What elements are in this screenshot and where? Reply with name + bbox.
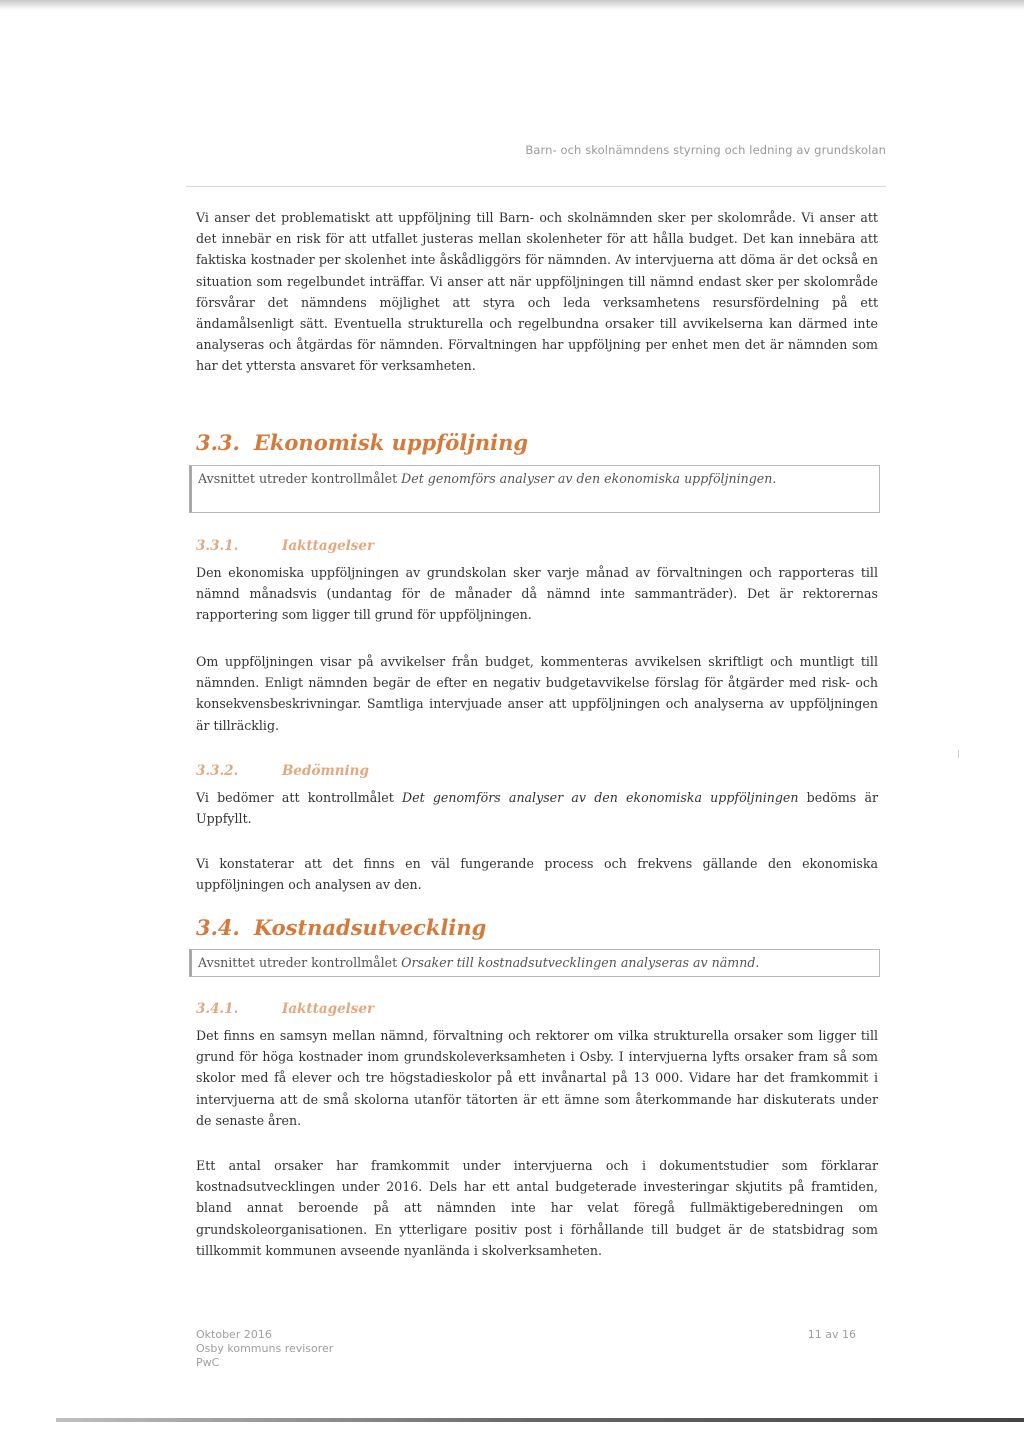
section-heading-3-3 xyxy=(196,430,528,455)
paragraph: Det finns en samsyn mellan nämnd, förvaltning och rektorer om vilka strukturella orsaker som ligger till grund för höga kostnader inom grundskoleverksamheten i Osby. I intervjuerna lyfts orsaker fram så som skolor med få elever och tre högstadieskolor på ett invånartal på 13 000. Vidare har det framkommit i intervjuerna att de små skolorna utanför tätorten är ett ämne som återkommande har diskuterats under de senaste åren. xyxy=(196,1028,878,1128)
subsection-heading-3-3-2 xyxy=(196,763,369,779)
box-objective: Orsaker till kostnadsutvecklingen analyseras av nämnd. xyxy=(401,955,760,970)
assessment-objective: Det genomförs analyser av den ekonomiska uppföljningen xyxy=(402,790,799,805)
paragraph: Den ekonomiska uppföljningen av grundskolan sker varje månad av förvaltningen och rapporteras till nämnd månadsvis (undantag för de månader då nämnd inte sammanträder). Det är rektorernas rapportering som ligger till grund för uppföljningen. xyxy=(196,565,878,623)
header-rule xyxy=(186,186,886,187)
subsection-title: Iakttagelser xyxy=(282,1001,375,1017)
subsection-heading-3-3-1 xyxy=(196,538,374,554)
assessment-result: bedöms är Uppfyllt. xyxy=(196,790,878,827)
page-number: 11 av 16 xyxy=(807,1328,856,1341)
footer-firm: PwC xyxy=(196,1356,220,1369)
subsection-number: 3.3.2. xyxy=(196,763,239,779)
box-prefix: Avsnittet utreder kontrollmålet xyxy=(198,471,402,486)
footer-date: Oktober 2016 xyxy=(196,1328,272,1341)
box-objective: Det genomförs analyser av den ekonomiska uppföljningen. xyxy=(401,471,777,486)
subsection-number: 3.4.1. xyxy=(196,1001,239,1017)
subsection-title: Iakttagelser xyxy=(282,538,375,554)
footer-org: Osby kommuns revisorer xyxy=(196,1342,334,1355)
scan-mark xyxy=(958,750,959,758)
document-page xyxy=(186,0,886,1447)
assessment-prefix: Vi bedömer att kontrollmålet xyxy=(196,790,403,805)
subsection-title: Bedömning xyxy=(282,763,369,779)
paragraph: Om uppföljningen visar på avvikelser från budget, kommenteras avvikelsen skriftligt och muntligt till nämnden. Enligt nämnden begär de efter en negativ budgetavvikelse förslag för åtgärder med risk- och konsekvensbeskrivningar. Samtliga intervjuade anser att uppföljningen och analyserna av uppföljningen är tillräcklig. xyxy=(196,654,878,733)
section-number: 3.4. xyxy=(196,915,240,940)
section-heading-3-4 xyxy=(196,915,486,940)
subsection-heading-3-4-1 xyxy=(196,1001,374,1017)
bottom-rule xyxy=(56,1418,1024,1422)
box-prefix: Avsnittet utreder kontrollmålet xyxy=(198,955,402,970)
control-objective-box xyxy=(189,465,880,513)
paragraph: Vi konstaterar att det finns en väl fungerande process och frekvens gällande den ekonomiska uppföljningen och analysen av den. xyxy=(196,856,878,893)
section-title: Ekonomisk uppföljning xyxy=(253,430,529,455)
subsection-number: 3.3.1. xyxy=(196,538,239,554)
section-title: Kostnadsutveckling xyxy=(253,915,487,940)
assessment-paragraph xyxy=(196,787,878,829)
section-number: 3.3. xyxy=(196,430,240,455)
intro-paragraph: Vi anser det problematiskt att uppföljning till Barn- och skolnämnden sker per skolområde. Vi anser att det innebär en risk för att utfallet justeras mellan skolenheter för att hålla budget. Det kan innebära att faktiska kostnader per skolenhet inte åskådliggörs för nämnden. Av intervjuerna att döma är det också en situation som regelbundet inträffar. Vi anser att när uppföljningen till nämnd endast sker per skolområde försvårar det nämndens möjlighet att styra och leda verksamhetens resursfördelning på ett ändamålsenligt sätt. Eventuella strukturella och regelbundna orsaker till avvikelserna kan därmed inte analyseras och åtgärdas för nämnden. Förvaltningen har uppföljning per enhet men det är nämnden som har det yttersta ansvaret för verksamheten. xyxy=(196,210,878,374)
running-header: Barn- och skolnämndens styrning och ledning av grundskolan xyxy=(525,143,886,157)
page-footer xyxy=(196,1328,333,1370)
control-objective-box xyxy=(189,949,880,977)
paragraph: Ett antal orsaker har framkommit under intervjuerna och i dokumentstudier som förklarar kostnadsutvecklingen under 2016. Dels har ett antal budgeterade investeringar skjutits på framtiden, bland annat beroende på att nämnden inte har velat föregå fullmäktigeberedningen om grundskoleorganisationen. En ytterligare positiv post i förhållande till budget är de statsbidrag som tillkommit kommunen avseende nyanlända i skolverksamheten. xyxy=(196,1158,878,1258)
